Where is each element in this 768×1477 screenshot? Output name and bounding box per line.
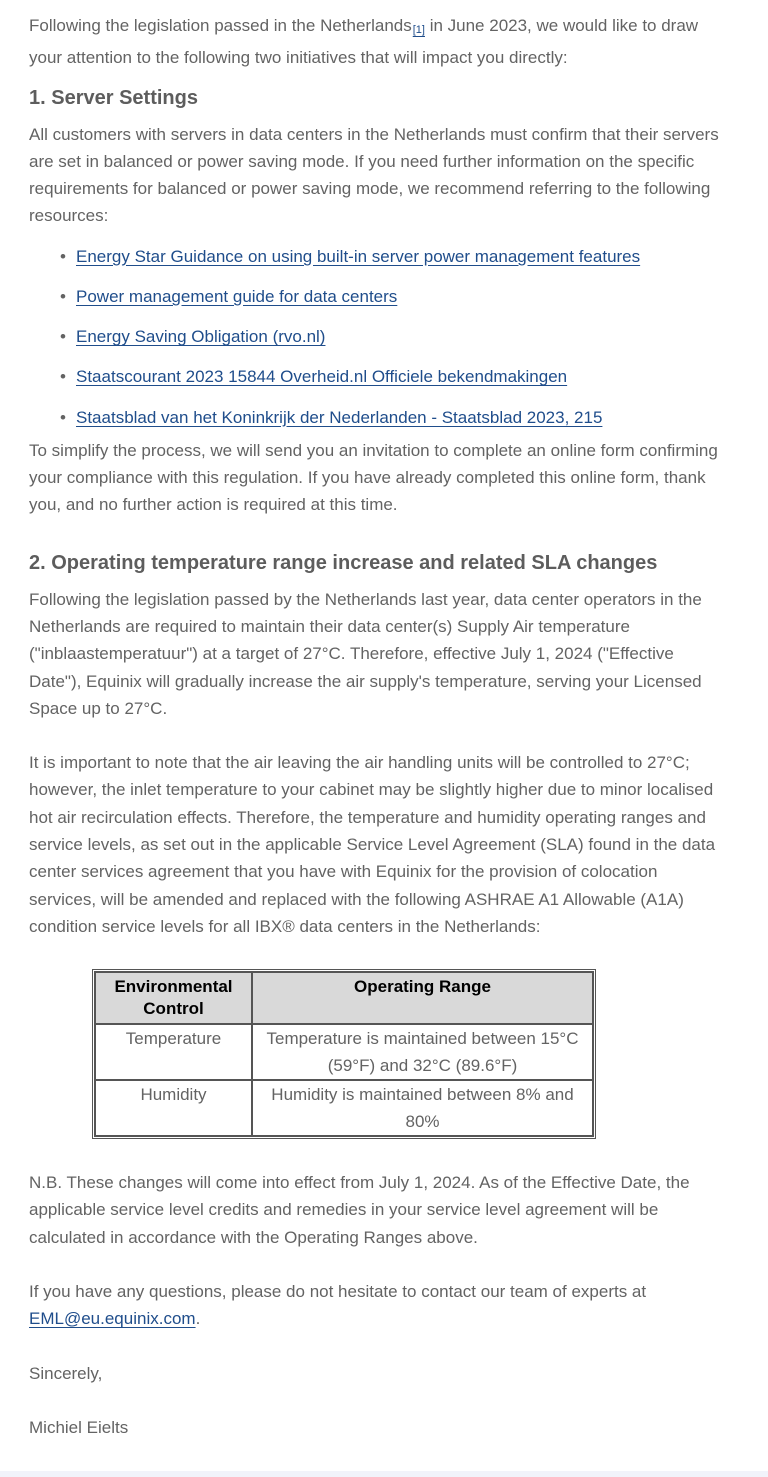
table-header-row bbox=[95, 972, 593, 1024]
email-link[interactable]: EML@eu.equinix.com bbox=[29, 1309, 196, 1329]
contact-text: If you have any questions, please do not hesitate to contact our team of experts at bbox=[29, 1282, 647, 1302]
link-staatsblad[interactable]: Staatsblad van het Koninkrijk der Nederlanden - Staatsblad 2023, 215 bbox=[76, 407, 603, 427]
footer-band bbox=[0, 1471, 768, 1477]
table-cell: Humidity bbox=[95, 1080, 252, 1136]
signature-name: Michiel Eielts bbox=[29, 1417, 129, 1437]
table-header-cell: Operating Range bbox=[252, 972, 593, 1024]
link-energy-saving-obligation[interactable]: Energy Saving Obligation (rvo.nl) bbox=[76, 327, 326, 347]
nb-paragraph: N.B. These changes will come into effect from July 1, 2024. As of the Effective Date, the applicable service level credits and remedies in your service level agreement will be calculated in accordance with the Operating Ranges above. bbox=[29, 1173, 690, 1247]
bullet-icon: • bbox=[60, 246, 66, 266]
link-staatscourant[interactable]: Staatscourant 2023 15844 Overheid.nl Officiele bekendmakingen bbox=[76, 367, 568, 387]
contact-end: . bbox=[195, 1309, 201, 1329]
link-power-management-guide[interactable]: Power management guide for data centers bbox=[76, 286, 398, 306]
list-item bbox=[57, 323, 719, 363]
link-energy-star[interactable]: Energy Star Guidance on using built-in server power management features bbox=[76, 246, 641, 266]
temperature-paragraph-1: Following the legislation passed by the Netherlands last year, data center operators in the Netherlands are required to maintain their data center(s) Supply Air temperature ("inblaastemperatuur") at a target of 27°C. Therefore, effective July 1, 2024 ("Effective Date"), Equinix will gradually increase the air supply's temperature, serving your Licensed Space up to 27°C. bbox=[29, 589, 702, 718]
list-item bbox=[57, 243, 719, 283]
intro-text-cont: in June 2023, we would like to draw your attention to the following two initiatives that will impact you directly: bbox=[29, 16, 699, 68]
list-item bbox=[57, 363, 719, 403]
server-settings-body: All customers with servers in data centers in the Netherlands must confirm that their servers are set in balanced or power saving mode. If you need further information on the specific requirements for balanced or power saving mode, we recommend referring to the following resources: bbox=[29, 124, 719, 226]
contact-paragraph bbox=[29, 1278, 719, 1333]
bullet-icon: • bbox=[60, 367, 66, 387]
table-header-cell: Environmental Control bbox=[95, 972, 252, 1024]
table-row bbox=[95, 1080, 593, 1136]
table-cell: Humidity is maintained between 8% and 80% bbox=[252, 1080, 593, 1136]
bullet-icon: • bbox=[60, 286, 66, 306]
bullet-icon: • bbox=[60, 407, 66, 427]
list-item bbox=[57, 283, 719, 323]
intro-text: Following the legislation passed in the Netherlands bbox=[29, 16, 412, 35]
operating-range-table bbox=[92, 969, 596, 1139]
resource-links-list bbox=[29, 243, 719, 444]
closing-salutation: Sincerely, bbox=[29, 1363, 103, 1383]
section-heading-server-settings: 1. Server Settings bbox=[29, 86, 198, 109]
email-body bbox=[29, 12, 719, 1441]
table-row bbox=[95, 1024, 593, 1080]
list-item bbox=[57, 404, 719, 444]
table-cell: Temperature bbox=[95, 1024, 252, 1080]
temperature-paragraph-2: It is important to note that the air leaving the air handling units will be controlled to 27°C; however, the inlet temperature to your cabinet may be slightly higher due to minor localised hot air recirculation effects. Therefore, the temperature and humidity operating ranges and service levels, as set out in the applicable Service Level Agreement (SLA) found in the data center services agreement that you have with Equinix for the provision of colocation services, will be amended and replaced with the following ASHRAE A1 Allowable (A1A) condition service levels for all IBX® data centers in the Netherlands: bbox=[29, 753, 716, 936]
compliance-paragraph: To simplify the process, we will send you an invitation to complete an online form confirming your compliance with this regulation. If you have already completed this online form, thank you, and no further action is required at this time. bbox=[29, 440, 718, 515]
table-cell: Temperature is maintained between 15°C (59°F) and 32°C (89.6°F) bbox=[252, 1024, 593, 1080]
footnote-link[interactable]: [1] bbox=[412, 24, 425, 36]
bullet-icon: • bbox=[60, 327, 66, 347]
intro-paragraph bbox=[29, 12, 719, 72]
section-heading-temperature: 2. Operating temperature range increase and related SLA changes bbox=[29, 551, 658, 574]
